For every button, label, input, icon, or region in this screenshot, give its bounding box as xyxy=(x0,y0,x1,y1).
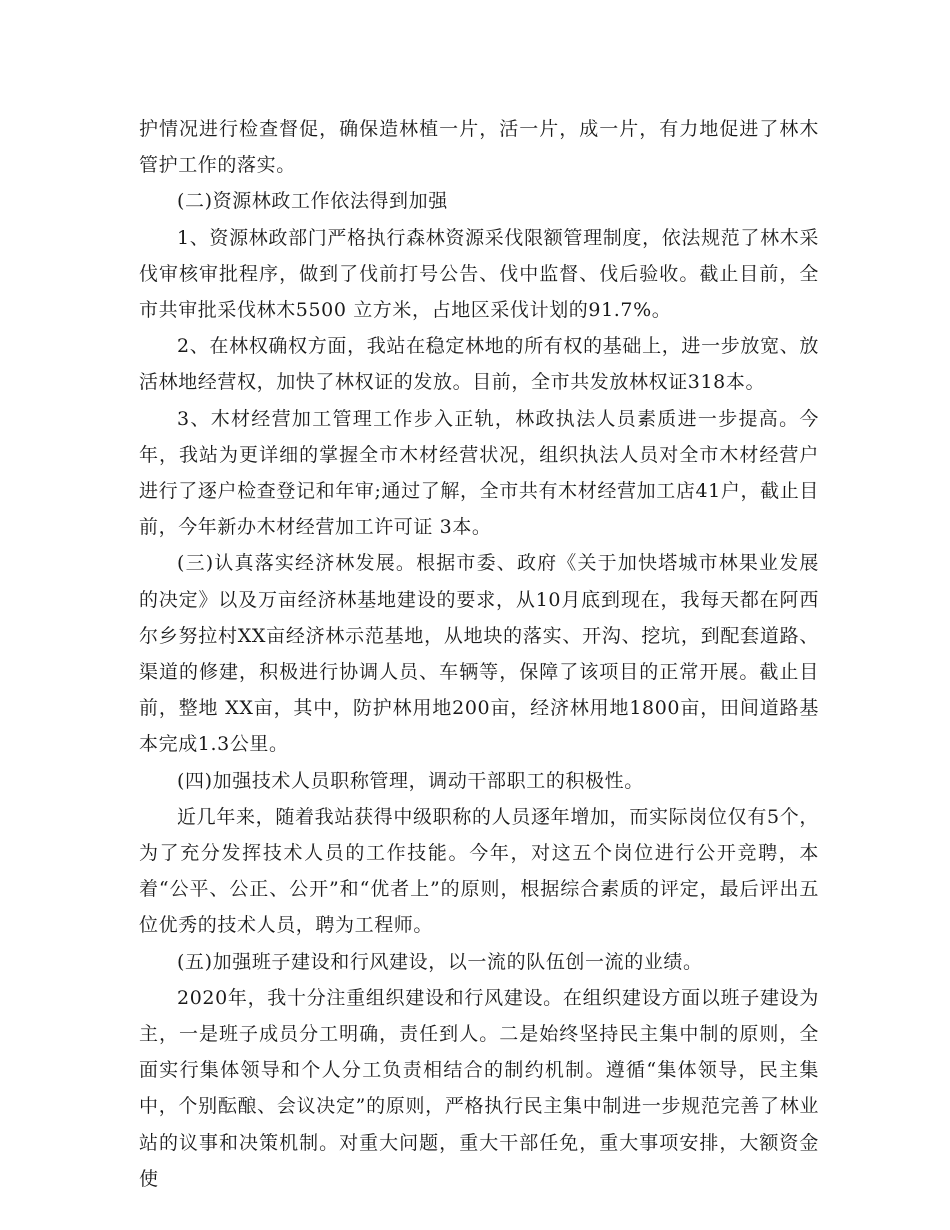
document-body xyxy=(139,111,819,1197)
heading-section-2: (二)资源林政工作依法得到加强 xyxy=(177,190,448,213)
paragraph-1: 护情况进行检查督促，确保造林植一片，活一片，成一片，有力地促进了林木管护工作的落实。 xyxy=(139,118,819,177)
heading-section-5: (五)加强班子建设和行风建设，以一流的队伍创一流的业绩。 xyxy=(177,950,703,973)
paragraph-10: 2020年，我十分注重组织建设和行风建设。在组织建设方面以班子建设为主，一是班子成员分工明确，责任到人。二是始终坚持民主集中制的原则，全面实行集体领导和个人分工负责相结合的制约机制。遵循“集体领导，民主集中，个别酝酿、会议决定”的原则，严格执行民主集中制进一步规范完善了林业站的议事和决策机制。对重大问题，重大干部任免，重大事项安排，大额资金使 xyxy=(139,986,819,1190)
heading-section-4: (四)加强技术人员职称管理，调动干部职工的积极性。 xyxy=(177,769,644,792)
paragraph-3: 1、资源林政部门严格执行森林资源采伐限额管理制度，依法规范了林木采伐审核审批程序，做到了伐前打号公告、伐中监督、伐后验收。截止目前，全市共审批采伐林木5500 立方米，占地区采伐计划的91.7%。 xyxy=(139,226,819,322)
paragraph-4: 2、在林权确权方面，我站在稳定林地的所有权的基础上，进一步放宽、放活林地经营权，加快了林权证的发放。目前，全市共发放林权证318本。 xyxy=(139,335,819,394)
paragraph-8: 近几年来，随着我站获得中级职称的人员逐年增加，而实际岗位仅有5个，为了充分发挥技术人员的工作技能。今年，对这五个岗位进行公开竞聘，本着“公平、公正、公开”和“优者上”的原则，根据综合素质的评定，最后评出五位优秀的技术人员，聘为工程师。 xyxy=(139,805,819,937)
paragraph-6: (三)认真落实经济林发展。根据市委、政府《关于加快塔城市林果业发展的决定》以及万亩经济林基地建设的要求，从10月底到现在，我每天都在阿西尔乡努拉村XX亩经济林示范基地，从地块的落实、开沟、挖坑，到配套道路、渠道的修建，积极进行协调人员、车辆等，保障了该项目的正常开展。截止目前，整地 XX亩，其中，防护林用地200亩，经济林用地1800亩，田间道路基本完成1.3公里。 xyxy=(139,552,819,756)
paragraph-5: 3、木材经营加工管理工作步入正轨，林政执法人员素质进一步提高。今年，我站为更详细的掌握全市木材经营状况，组织执法人员对全市木材经营户进行了逐户检查登记和年审;通过了解，全市共有木材经营加工店41户，截止目前，今年新办木材经营加工许可证 3本。 xyxy=(139,407,819,539)
